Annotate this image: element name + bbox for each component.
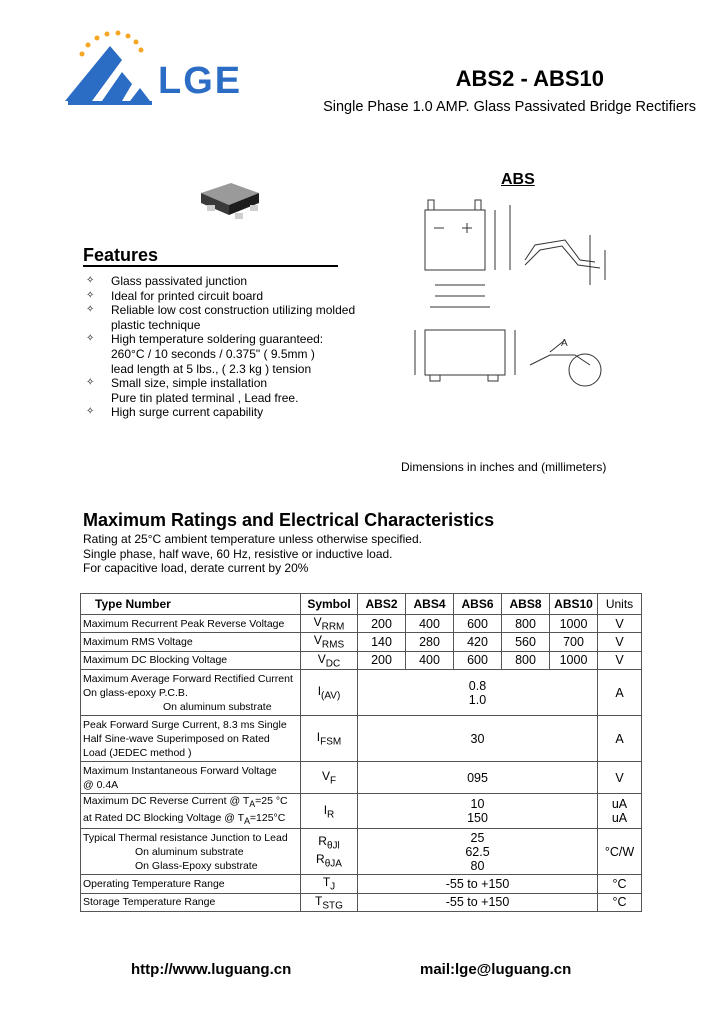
list-item: ✧ Reliable low cost construction utilizing molded plastic technique: [86, 303, 356, 332]
table-row: Maximum DC Reverse Current @ $T_A=25$ °C at Rated DC Blocking Voltage @ $T_A=125^\circ C$ $I_R$ 10 150 uA uA: [81, 794, 642, 829]
list-item: ✧ Glass passivated junction: [86, 274, 248, 288]
table-row: Typical Thermal resistance Junction to Lead On aluminum substrate On Glass-Epoxy substrate $R_{\theta Jl}$ $R_{\theta JA}$ 25 62.5 80 °C/W: [81, 829, 642, 875]
table-header-row: [81, 594, 642, 615]
note-line: For capacitive load, derate current by 20%: [83, 561, 309, 575]
email-link[interactable]: mail:lge@luguang.cn: [420, 961, 572, 978]
note-line: Rating at 25°C ambient temperature unless otherwise specified.: [83, 532, 422, 546]
package-photo-icon: [195, 175, 265, 225]
package-label: ABS: [501, 171, 535, 188]
ratings-heading: Maximum Ratings and Electrical Characteristics: [83, 510, 495, 530]
ratings-notes: [83, 532, 422, 576]
features-underline: [83, 265, 338, 267]
diamond-bullet-icon: ✧: [86, 289, 95, 301]
col-symbol: Symbol: [301, 594, 358, 615]
diamond-bullet-icon: ✧: [86, 304, 95, 316]
brand-name: LGE: [158, 60, 243, 102]
diamond-bullet-icon: ✧: [86, 406, 95, 418]
product-subtitle: Single Phase 1.0 AMP. Glass Passivated Bridge Rectifiers: [323, 99, 696, 115]
col-abs6: ABS6: [454, 594, 502, 615]
features-list: [86, 274, 376, 420]
col-abs8: ABS8: [502, 594, 550, 615]
table-row: Storage Temperature Range $T_{STG}$ -55 to +150 °C: [81, 893, 642, 911]
table-row: Maximum RMS Voltage $V_{RMS}$ 140 280 420 560 700 V: [81, 633, 642, 651]
note-line: Single phase, half wave, 60 Hz, resistive or inductive load.: [83, 546, 393, 561]
col-abs10: ABS10: [550, 594, 598, 615]
table-row: Maximum Recurrent Peak Reverse Voltage $V_{RRM}$ 200 400 600 800 1000 V: [81, 615, 642, 633]
package-dimension-drawing-icon: [400, 190, 630, 405]
table-row: Maximum Instantaneous Forward Voltage @ 0.4A $V_F$ 095 V: [81, 762, 642, 794]
list-item: ✧ Small size, simple installation Pure tin plated terminal , Lead free.: [86, 376, 299, 405]
list-item: ✧ Ideal for printed circuit board: [86, 288, 264, 303]
ratings-table: [80, 593, 642, 912]
diamond-bullet-icon: ✧: [86, 377, 95, 389]
list-item: ✧ High temperature soldering guaranteed: 260°C / 10 seconds / 0.375" ( 9.5mm ) lead length at 5 lbs., ( 2.3 kg ) tension: [86, 332, 324, 376]
dimension-note: Dimensions in inches and (millimeters): [401, 460, 607, 474]
col-abs2: ABS2: [358, 594, 406, 615]
diamond-bullet-icon: ✧: [86, 275, 95, 286]
website-link[interactable]: http://www.luguang.cn: [131, 961, 292, 978]
features-heading: Features: [83, 245, 159, 265]
table-row: Peak Forward Surge Current, 8.3 ms Single Half Sine-wave Superimposed on Rated Load (JEDEC method ) $I_{FSM}$ 30 A: [81, 716, 642, 762]
col-type: Type Number: [81, 594, 301, 615]
table-row: Maximum Average Forward Rectified Current On glass-epoxy P.C.B. On aluminum substrate $I_{(AV)}$ 0.8 1.0 A: [81, 670, 642, 716]
table-row: Maximum DC Blocking Voltage $V_{DC}$ 200 400 600 800 1000 V: [81, 651, 642, 669]
part-range-title: ABS2 - ABS10: [455, 66, 604, 91]
svg-text:A: A: [561, 338, 568, 349]
col-units: Units: [598, 594, 642, 615]
table-row: Operating Temperature Range $T_J$ -55 to +150 °C: [81, 875, 642, 893]
diamond-bullet-icon: ✧: [86, 333, 95, 345]
col-abs4: ABS4: [406, 594, 454, 615]
list-item: ✧ High surge current capability: [86, 405, 264, 420]
